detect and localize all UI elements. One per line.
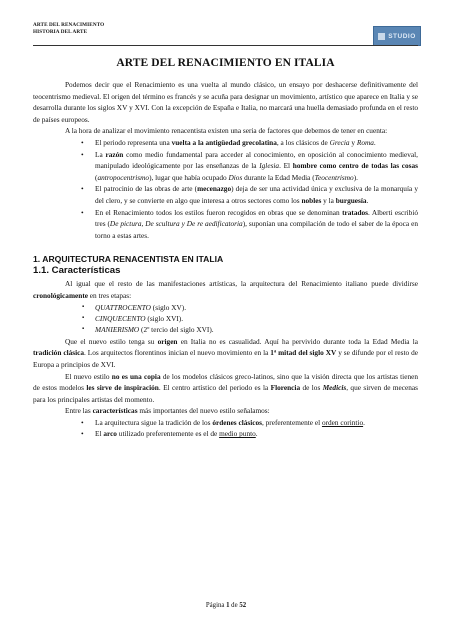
- logo-cube-icon: [378, 33, 385, 40]
- subsection-heading: 1.1. Características: [33, 265, 121, 277]
- characteristic-item: • El arco utilizado preferentemente es el de medio punto.: [95, 428, 418, 440]
- running-header: [33, 22, 104, 36]
- intro-paragraph-1: Podemos decir que el Renacimiento es una vuelta al mundo clásico, un ensayo por deshacerse definitivamente del teocentrismo medieval. El origen del término es francés y se acuña para designar un movimiento, artístico que aparece en Italia y se desarrolla durante los siglos XV y XVI. Con la excepción de España e Italia, no marcará una huella demasiado profunda en el resto de países europeos.: [33, 80, 418, 124]
- stages-list: [33, 302, 418, 336]
- section-heading: 1. ARQUITECTURA RENACENTISTA EN ITALIA: [33, 254, 224, 265]
- page-number-footer: Página 1 de 52: [205, 602, 247, 609]
- body-paragraph: Entre las características más importantes del nuevo estilo señalamos:: [65, 406, 270, 416]
- characteristic-item: • La arquitectura sigue la tradición de los órdenes clásicos, preferentemente el orden corintio.: [95, 417, 418, 429]
- header-line-1: ARTE DEL RENACIMIENTO: [33, 22, 105, 28]
- body-paragraph: Al igual que el resto de las manifestaciones artísticas, la arquitectura del Renacimiento italiano puede dividirse cronológicamente en tres etapas:: [33, 279, 418, 300]
- factor-item: • En el Renacimiento todos los estilos fueron recogidos en obras que se denominan tratados. Alberti escribió tres (De pictura, De scultura y De re aedificatoria), suponían una compilación de todo el saber de la época en torno a estas artes.: [95, 207, 418, 242]
- factor-item: • El periodo representa una vuelta a la antigüedad grecolatina, a los clásicos de Grecia y Roma.: [95, 137, 418, 149]
- stage-item: ▪ QUATTROCENTO (siglo XV).: [95, 302, 418, 313]
- factor-item: • La razón como medio fundamental para acceder al conocimiento, en oposición al conocimiento medieval, manipulado ideológicamente por las enseñanzas de la Iglesia. El hombre como centro de todas las cosas (antropocentrismo), lugar que había ocupado Dios durante la Edad Media (Teocentrismo).: [95, 149, 418, 184]
- body-paragraph: Que el nuevo estilo tenga su origen en Italia no es casualidad. Aquí ha pervivido durante toda la Edad Media la tradición clásica. Los arquitectos florentinos inician el nuevo movimiento en la 1ª mitad del siglo XV y se difunde por el resto de Europa a principios de XVI.: [33, 336, 418, 369]
- page-body: [33, 50, 418, 440]
- header-line-2: HISTORIA DEL ARTE: [33, 29, 88, 35]
- stage-item: ▪ CINQUECENTO (siglo XVI).: [95, 313, 418, 324]
- factor-item: • El patrocinio de las obras de arte (mecenazgo) deja de ser una actividad única y exclusiva de la monarquía y del clero, y se convierte en algo que interesa a otros sectores como los nobles y la burguesía.: [95, 183, 418, 206]
- document-title: ARTE DEL RENACIMIENTO EN ITALIA: [116, 57, 335, 69]
- publisher-logo: [373, 26, 421, 46]
- body-paragraph: El nuevo estilo no es una copia de los modelos clásicos greco-latinos, sino que la visión directa que los artistas tienen de estos modelos les sirve de inspiración. El centro artístico del periodo es la Florencia de los Medicis, que sirven de mecenas para los principales artistas del momento.: [33, 371, 418, 404]
- logo-text: STUDIO: [388, 32, 416, 40]
- intro-paragraph-2: A la hora de analizar el movimiento renacentista existen una seria de factores que debemos de tener en cuenta:: [65, 126, 388, 136]
- characteristics-list: [33, 417, 418, 440]
- factors-list: [33, 137, 418, 241]
- stage-item: ▪ MANIERISMO (2º tercio del siglo XVI).: [95, 324, 418, 335]
- header-divider: [33, 45, 418, 46]
